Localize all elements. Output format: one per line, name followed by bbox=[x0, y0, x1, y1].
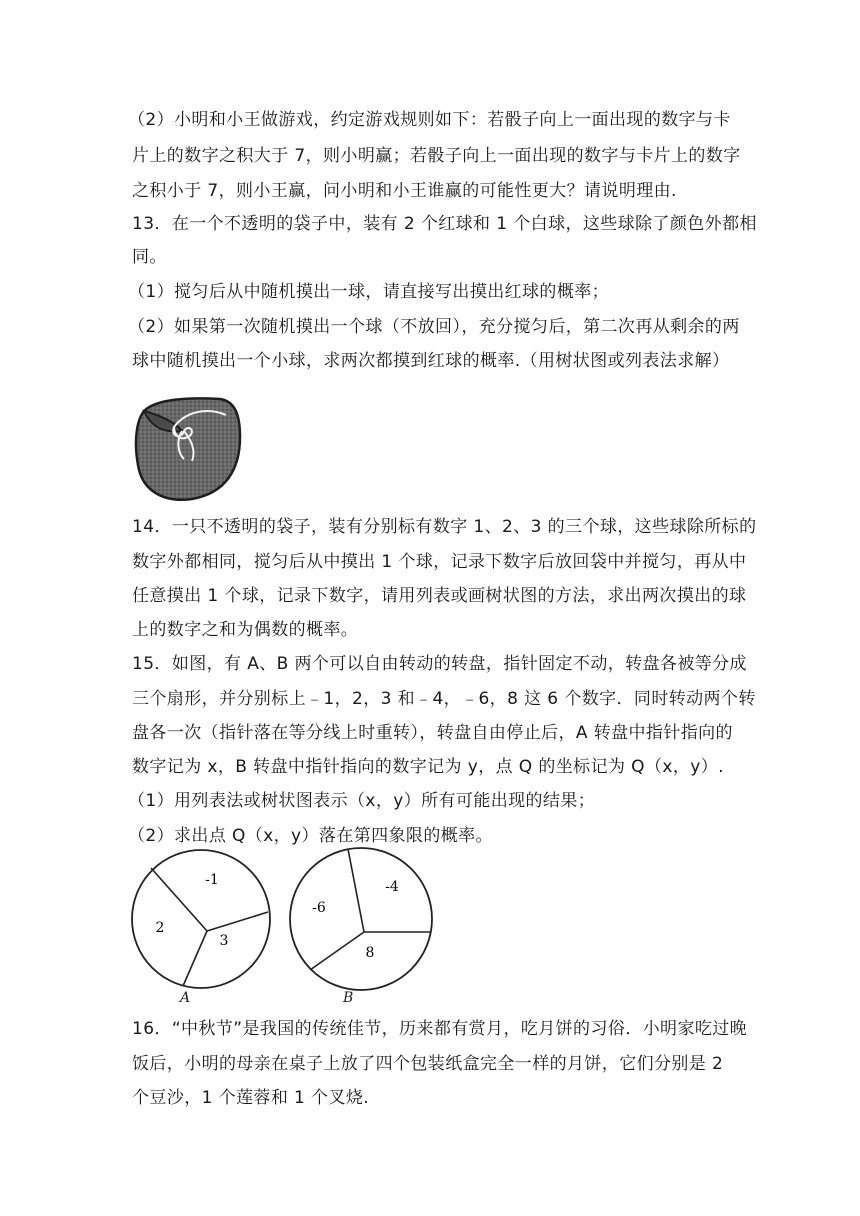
spinner-b-label-2: -6 bbox=[312, 900, 326, 916]
q13-line1: 13．在一个不透明的袋子中，装有 2 个红球和 1 个白球，这些球除了颜色外都相 bbox=[132, 214, 757, 234]
q14-line2: 数字外都相同，搅匀后从中摸出 1 个球，记录下数字后放回袋中并搅匀，再从中 bbox=[132, 552, 747, 572]
spinner-b-label-1: -4 bbox=[385, 879, 399, 895]
q14-line4: 上的数字之和为偶数的概率。 bbox=[132, 620, 359, 640]
spinner-b bbox=[288, 846, 434, 992]
q16-line2: 饭后，小明的母亲在桌子上放了四个包装纸盒完全一样的月饼，它们分别是 2 bbox=[132, 1054, 724, 1074]
q15-line1: 15．如图，有 A、B 两个可以自由转动的转盘，指针固定不动，转盘各被等分成 bbox=[132, 654, 747, 674]
q15-line3: 盘各一次（指针落在等分线上时重转），转盘自由停止后，A 转盘中指针指向的 bbox=[132, 723, 733, 743]
q13-part1: （1）搅匀后从中随机摸出一球，请直接写出摸出红球的概率； bbox=[128, 282, 610, 302]
q12-part2-line3: 之积小于 7，则小王赢，问小明和小王谁赢的可能性更大？请说明理由. bbox=[132, 181, 677, 201]
q16-line1: 16．“中秋节”是我国的传统佳节，历来都有赏月，吃月饼的习俗．小明家吃过晚 bbox=[132, 1019, 748, 1039]
spinner-b-label-3: 8 bbox=[365, 945, 375, 961]
q14-line3: 任意摸出 1 个球，记录下数字，请用列表或画树状图的方法，求出两次摸出的球 bbox=[132, 586, 747, 606]
q15-line2: 三个扇形，并分别标上﹣1，2，3 和﹣4，﹣6，8 这 6 个数字．同时转动两个转 bbox=[132, 689, 756, 709]
spinner-b-caption: B bbox=[343, 990, 354, 1006]
q13-part2-line1: （2）如果第一次随机摸出一个球（不放回），充分搅匀后，第二次再从剩余的两 bbox=[128, 317, 740, 337]
q15-part1: （1）用列表法或树状图表示（x，y）所有可能出现的结果； bbox=[128, 791, 596, 811]
spinner-a-label-3: 3 bbox=[219, 933, 229, 949]
q12-part2-line1: （2）小明和小王做游戏，约定游戏规则如下：若骰子向上一面出现的数字与卡 bbox=[128, 110, 731, 130]
spinner-a-label-2: 2 bbox=[155, 920, 165, 936]
spinner-a-label-1: -1 bbox=[205, 872, 219, 888]
q13-part2-line2: 球中随机摸出一个小球，求两次都摸到红球的概率.（用树状图或列表法求解） bbox=[132, 351, 730, 371]
q13-line2: 同。 bbox=[132, 247, 167, 267]
q12-part2-line2: 片上的数字之积大于 7，则小明赢；若骰子向上一面出现的数字与卡片上的数字 bbox=[132, 146, 741, 166]
spinner-a-caption: A bbox=[180, 990, 191, 1006]
q14-line1: 14．一只不透明的袋子，装有分别标有数字 1、2、3 的三个球，这些球除所标的 bbox=[132, 517, 757, 537]
q16-line3: 个豆沙，1 个莲蓉和 1 个叉烧. bbox=[132, 1088, 370, 1108]
bag-illustration bbox=[130, 393, 246, 503]
q15-line4: 数字记为 x，B 转盘中指针指向的数字记为 y，点 Q 的坐标记为 Q（x，y）. bbox=[132, 757, 724, 777]
spinner-a bbox=[130, 848, 272, 990]
q15-part2: （2）求出点 Q（x，y）落在第四象限的概率。 bbox=[128, 826, 493, 846]
